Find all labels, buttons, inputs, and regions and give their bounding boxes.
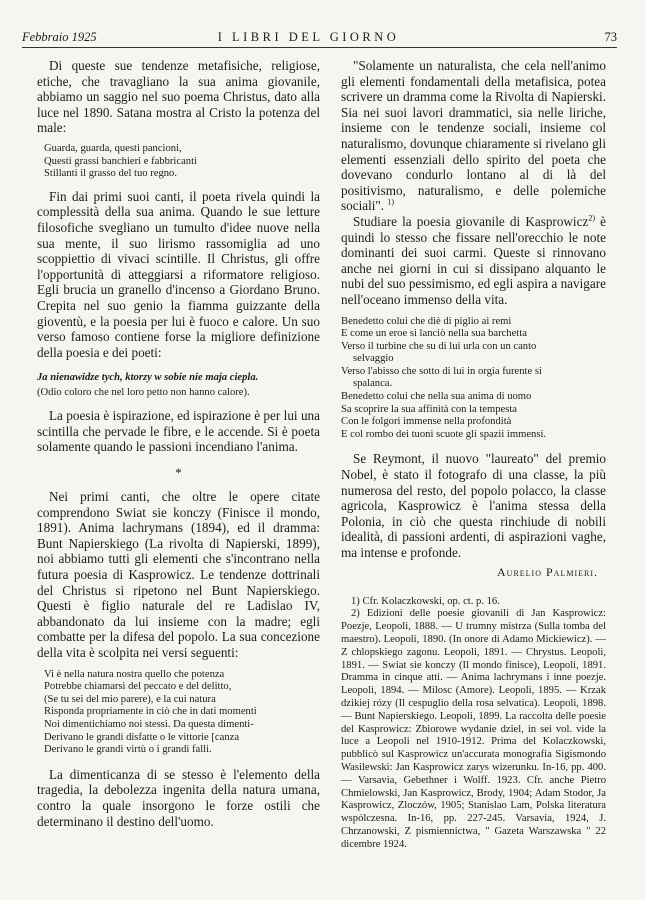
header-title: I LIBRI DEL GIORNO	[217, 30, 400, 44]
verse-line: E come un eroe si lanciò nella sua barchetta	[341, 328, 527, 340]
verse-line: Verso il turbine che su di lui urla con un canto	[341, 340, 537, 352]
author-signature: Aurelio Palmieri.	[497, 564, 598, 579]
paragraph: Nei primi canti, che oltre le opere citate comprendono Swiat sie konczy (Finisce il mondo, 1891). Anima lachrymans (1894), ed il dramma: Bunt Napierskiego (La rivolta di Napierski, 1899), noi abbiamo tutti gli elementi che s'incontrano nella futura poesia di Kasprowicz. Le tendenze dottrinali del Christus si ripetono nel Bunt Napierskiego. Questi è figlio naturale del re Ladislao IV, abbandonato da lui insieme con la madre; egli combatte per la difesa del popolo. La sua concezione della vita è scolpita nei versi seguenti:	[37, 489, 320, 660]
verse-line: Benedetto colui che diè di piglio ai remi	[341, 315, 512, 327]
paragraph	[341, 214, 606, 308]
verse-line: Verso l'abisso che sotto di lui in orgia furente si	[341, 365, 542, 377]
quote-text: "Solamente un naturalista, che cela nell'animo gli elementi fondamentali della metafisica, potea scrivere un dramma come la Rivolta di Napierski. Sia nei suoi lavori drammatici, sia nelle liriche, insieme con le tendenze sociali, insieme col naturalismo, dovunque chiaramente si rivelano gli elementi essenziali dello spirito del poeta che dovevano condurlo lontano al di là del positivismo, naturalismo, e delle polemiche sociali".	[341, 58, 606, 214]
left-column	[37, 58, 320, 829]
verse-line: spalanca.	[353, 378, 393, 390]
header-date: Febbraio 1925	[22, 30, 97, 44]
footnote-ref: 2)	[588, 213, 595, 223]
paragraph-text: è quindi lo stesso che fissare nell'orecchio le note dominanti dei suoi carmi. Queste si rinnovano anche nei giorni in cui si dissipano alquanto le nubi del suo pessimismo, ed egli aspira a navigare nell'oceano immenso della vita.	[341, 213, 607, 307]
verse-line: Con le folgori immense nella profondità	[341, 416, 512, 428]
verse-block	[44, 669, 320, 757]
verse-line: Guarda, guarda, questi pancioni,	[44, 142, 182, 154]
verse-block	[44, 143, 320, 181]
paragraph: Se Reymont, il nuovo "laureato" del premio Nobel, è stato il fotografo di una classe, la più numerosa del resto, del popolo polacco, la classe agricola, Kasprowicz è l'anima stessa della Polonia, in ciò che questa rinchiude di nobili idealità, di passioni ardenti, di aspirazioni vaghe, ma intense e profonde.	[341, 451, 606, 560]
footnotes	[341, 596, 606, 852]
verse-line: Benedetto colui che nella sua anima di uomo	[341, 391, 532, 403]
paragraph-text: Studiare la poesia giovanile di Kasprowicz	[353, 213, 589, 229]
verse-line: Vi è nella natura nostra quello che potenza	[44, 668, 225, 680]
section-separator: *	[175, 465, 182, 481]
verse-line: Sa scoprire la sua affinità con la tempesta	[341, 403, 518, 415]
verse-block	[341, 316, 606, 442]
polish-verse: Ja nienawidze tych, ktorzy w sobie nie maja ciepla.	[37, 372, 259, 384]
header-rule	[22, 47, 617, 48]
verse-line: Questi grassi banchieri e fabbricanti	[44, 155, 197, 167]
verse-line: Risponda propriamente in ciò che in dati momenti	[44, 706, 257, 718]
paragraph: Di queste sue tendenze metafisiche, religiose, etiche, che travagliano la sua anima giovanile, abbiamo un saggio nel suo poema Christus, dato alla luce nel 1890. Satana mostra al Cristo la potenza del male:	[37, 58, 320, 136]
verse-line: Stillanti il grasso del tuo regno.	[44, 168, 177, 180]
verse-line: selvaggio	[353, 353, 394, 365]
verse-line: Derivano le grandi virtù o i grandi falli.	[44, 744, 212, 756]
verse-line: Potrebbe chiamarsi del peccato e del delitto,	[44, 681, 232, 693]
paragraph: La poesia è ispirazione, ed ispirazione è per lui una scintilla che pervade le fibre, e le accende. Si è poeta solamente quando le passioni incendiano l'anima.	[37, 408, 320, 455]
paragraph: La dimenticanza di se stesso è l'elemento della tragedia, la debolezza ingenita della natura umana, contro la quale insorgono le forze ostili che determinano il destino dell'uomo.	[37, 766, 320, 829]
right-column	[341, 58, 606, 852]
running-header	[22, 26, 617, 46]
quoted-paragraph	[341, 58, 606, 214]
verse-line: Noi dimentichiamo noi stessi. Da questa dimenti-	[44, 718, 254, 730]
page-number: 73	[604, 30, 617, 44]
footnote: 2) Edizioni delle poesie giovanili di Jan Kasprowicz: Poezje, Leopoli, 1888. — U trumny mistrza (Sulla tomba del maestro). Leopoli, 1890. (In onore di Adamo Mickiewicz). — Z chlopskiego zagonu. Leopoli, 1891. — Chrystus. Leopoli, 1891. — Swiat sie konczy (Il mondo finisce), Leopoli, 1891. Dramma in cinque atti. — Anima lachrymans i inne poezje. Leopoli, 1894. — Milosc (Amore). Leopoli, 1895. — Krzak dzikiej rózy (Il cespuglio della rosa selvatica). Leopoli, 1898. — Bunt Napierskiego. Leopoli, 1899. La raccolta delle poesie del Kasprowicz: Zbiorowe wydanie dziel, in sei vol. vide la luce a Leopoli nel 1910-1912. Prima del Kolaczkowski, pubblicò sul Kasprowicz un'accurata monografia Sigismondo Wasilewski: Jan Kasprowicz zarys wizerunku. In-16, pp. 400. — Varsavia, Gebethner i Wolff. 1923. Cfr. anche Pietro Chmielowski, Jan Kasprowicz, Brody, 1904; Adam Stodor, Ja Kasprowicz, Zloczów, 1905; Stanislao Lam, Polska literatura wspólczesna. In-16, pp. 227-245. Varsavia, 1924, J. Chrzanowski, Z pismiennictwa, " Gazeta Warszawska " 22 dicembre 1924.	[341, 608, 606, 850]
verse-line: E col rombo dei tuoni scuote gli spazii immensi.	[341, 428, 547, 440]
verse-line: Derivano le grandi disfatte o le vittorie [canza	[44, 731, 240, 743]
footnote-ref: 1)	[387, 197, 395, 207]
paragraph: Fin dai primi suoi canti, il poeta rivela quindi la complessità della sua anima. Quando le sue letture filosofiche svegliano un tumulto d'idee nuove nella sua mente, il suo lirismo rassomiglia ad uno scoppiettio di vivaci scintille. Il Christus, gli offre l'opportunità di atteggiarsi a riformatore religioso. Egli brucia un granello d'incenso a Giordano Bruno. Crepita nel suo genio la fiamma guizzante della gioventù, e la poesia per lui è fuoco e calore. Un suo verso famoso contiene forse la migliore definizione della poesia e dei poeti:	[37, 188, 320, 360]
verse-translation: (Odio coloro che nel loro petto non hanno calore).	[37, 387, 250, 399]
verse-line: (Se tu sei del mio parere), e la cui natura	[44, 693, 216, 705]
footnote: 1) Cfr. Kolaczkowski, op. ct. p. 16.	[351, 595, 500, 607]
